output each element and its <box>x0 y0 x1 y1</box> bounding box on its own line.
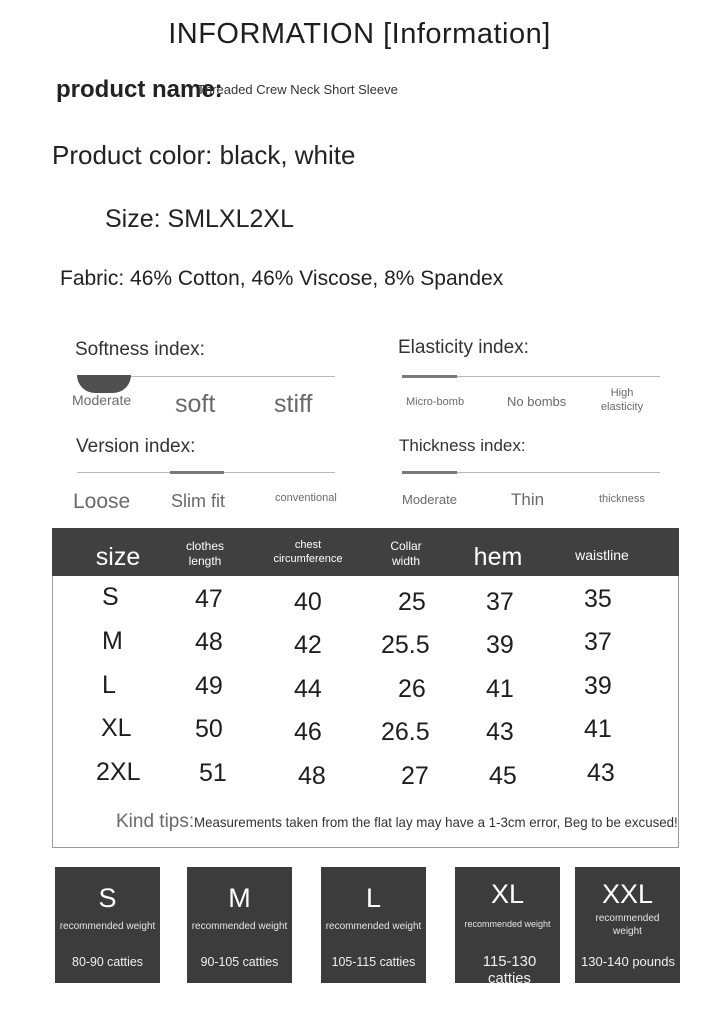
fabric-line: Fabric: 46% Cotton, 46% Viscose, 8% Spandex <box>60 267 504 290</box>
kind-tips-text: Measurements taken from the flat lay may have a 1-3cm error, Beg to be excused! <box>194 814 678 830</box>
thickness-index-title: Thickness index: <box>399 436 526 455</box>
kind-tips-label: Kind tips: <box>116 811 195 832</box>
card-weight: 115-130 catties <box>482 953 537 987</box>
page-title: INFORMATION [Information] <box>168 18 551 50</box>
table-cell-waistline: 43 <box>587 759 615 787</box>
table-cell-size: 2XL <box>96 758 141 786</box>
size-card-m <box>187 867 292 983</box>
product-name-value: Threaded Crew Neck Short Sleeve <box>197 82 398 97</box>
card-recommended-label: recommended weight <box>191 921 288 932</box>
card-recommended-label: recommended weight <box>464 919 551 929</box>
table-cell-size: M <box>102 627 123 655</box>
table-cell-collar: 25.5 <box>381 631 430 659</box>
size-card-xxl <box>575 867 680 983</box>
table-cell-chest: 44 <box>294 675 322 703</box>
table-cell-hem: 39 <box>486 631 514 659</box>
thickness-option-thin: Thin <box>511 490 545 509</box>
card-size: L <box>365 883 382 913</box>
table-cell-collar: 26.5 <box>381 718 430 746</box>
version-index-title: Version index: <box>76 436 196 457</box>
elasticity-option-high-elasticity: High elasticity <box>600 387 644 414</box>
table-cell-waistline: 37 <box>584 628 612 656</box>
card-recommended-label: recommended weight <box>59 921 156 932</box>
size-card-l <box>321 867 426 983</box>
table-cell-hem: 41 <box>486 675 514 703</box>
elasticity-index-marker <box>402 375 457 378</box>
table-cell-size: L <box>102 671 116 699</box>
header-size: size <box>95 543 141 571</box>
table-cell-length: 51 <box>199 759 227 787</box>
softness-index-marker <box>77 375 131 393</box>
card-recommended-label: recommended weight <box>325 921 422 932</box>
table-cell-hem: 37 <box>486 588 514 616</box>
header-clothes-length: clothes length <box>185 539 225 568</box>
table-cell-hem: 43 <box>486 718 514 746</box>
product-color-line: Product color: black, white <box>52 140 356 170</box>
version-option-loose: Loose <box>73 490 131 513</box>
softness-index-title: Softness index: <box>75 339 205 360</box>
table-cell-length: 48 <box>195 628 223 656</box>
table-cell-waistline: 35 <box>584 585 612 613</box>
card-weight: 130-140 pounds <box>581 954 675 969</box>
elasticity-option-no-bombs: No bombs <box>507 394 567 409</box>
table-cell-size: XL <box>101 714 132 742</box>
size-card-xl <box>455 867 560 987</box>
card-size: S <box>98 883 117 913</box>
softness-option-soft: soft <box>175 390 216 418</box>
thickness-option-thickness: thickness <box>599 493 645 505</box>
table-cell-chest: 40 <box>294 588 322 616</box>
header-waistline: waistline <box>575 547 629 563</box>
table-cell-length: 47 <box>195 585 223 613</box>
table-cell-waistline: 39 <box>584 672 612 700</box>
table-cell-collar: 27 <box>401 762 429 790</box>
table-cell-chest: 48 <box>298 762 326 790</box>
version-index-marker <box>170 471 224 474</box>
table-cell-length: 50 <box>195 715 223 743</box>
table-cell-collar: 26 <box>398 675 426 703</box>
size-card-s <box>55 867 160 983</box>
table-cell-size: S <box>102 583 119 611</box>
table-cell-chest: 42 <box>294 631 322 659</box>
card-weight: 105-115 catties <box>331 954 416 969</box>
product-name-label: product name: <box>56 76 223 103</box>
card-weight: 90-105 catties <box>200 954 279 969</box>
softness-option-moderate: Moderate <box>72 392 132 408</box>
card-size: XL <box>490 879 525 909</box>
table-cell-collar: 25 <box>398 588 426 616</box>
size-line: Size: SMLXL2XL <box>105 205 294 233</box>
version-option-conventional: conventional <box>275 492 337 504</box>
softness-option-stiff: stiff <box>274 390 313 418</box>
thickness-option-moderate: Moderate <box>402 492 457 507</box>
header-chest-circumference: chest circumference <box>273 539 343 565</box>
card-recommended-label: recommended weight <box>595 913 660 937</box>
card-size: XXL <box>601 879 654 909</box>
header-hem: hem <box>473 543 523 571</box>
elasticity-index-title: Elasticity index: <box>398 337 529 358</box>
table-cell-waistline: 41 <box>584 715 612 743</box>
elasticity-option-micro-bomb: Micro-bomb <box>406 396 465 408</box>
header-collar-width: Collar width <box>390 539 422 568</box>
version-option-slim-fit: Slim fit <box>171 491 225 511</box>
table-cell-length: 49 <box>195 672 223 700</box>
thickness-index-marker <box>402 471 457 474</box>
table-cell-hem: 45 <box>489 762 517 790</box>
table-cell-chest: 46 <box>294 718 322 746</box>
card-weight: 80-90 catties <box>72 954 143 969</box>
card-size: M <box>228 883 251 913</box>
